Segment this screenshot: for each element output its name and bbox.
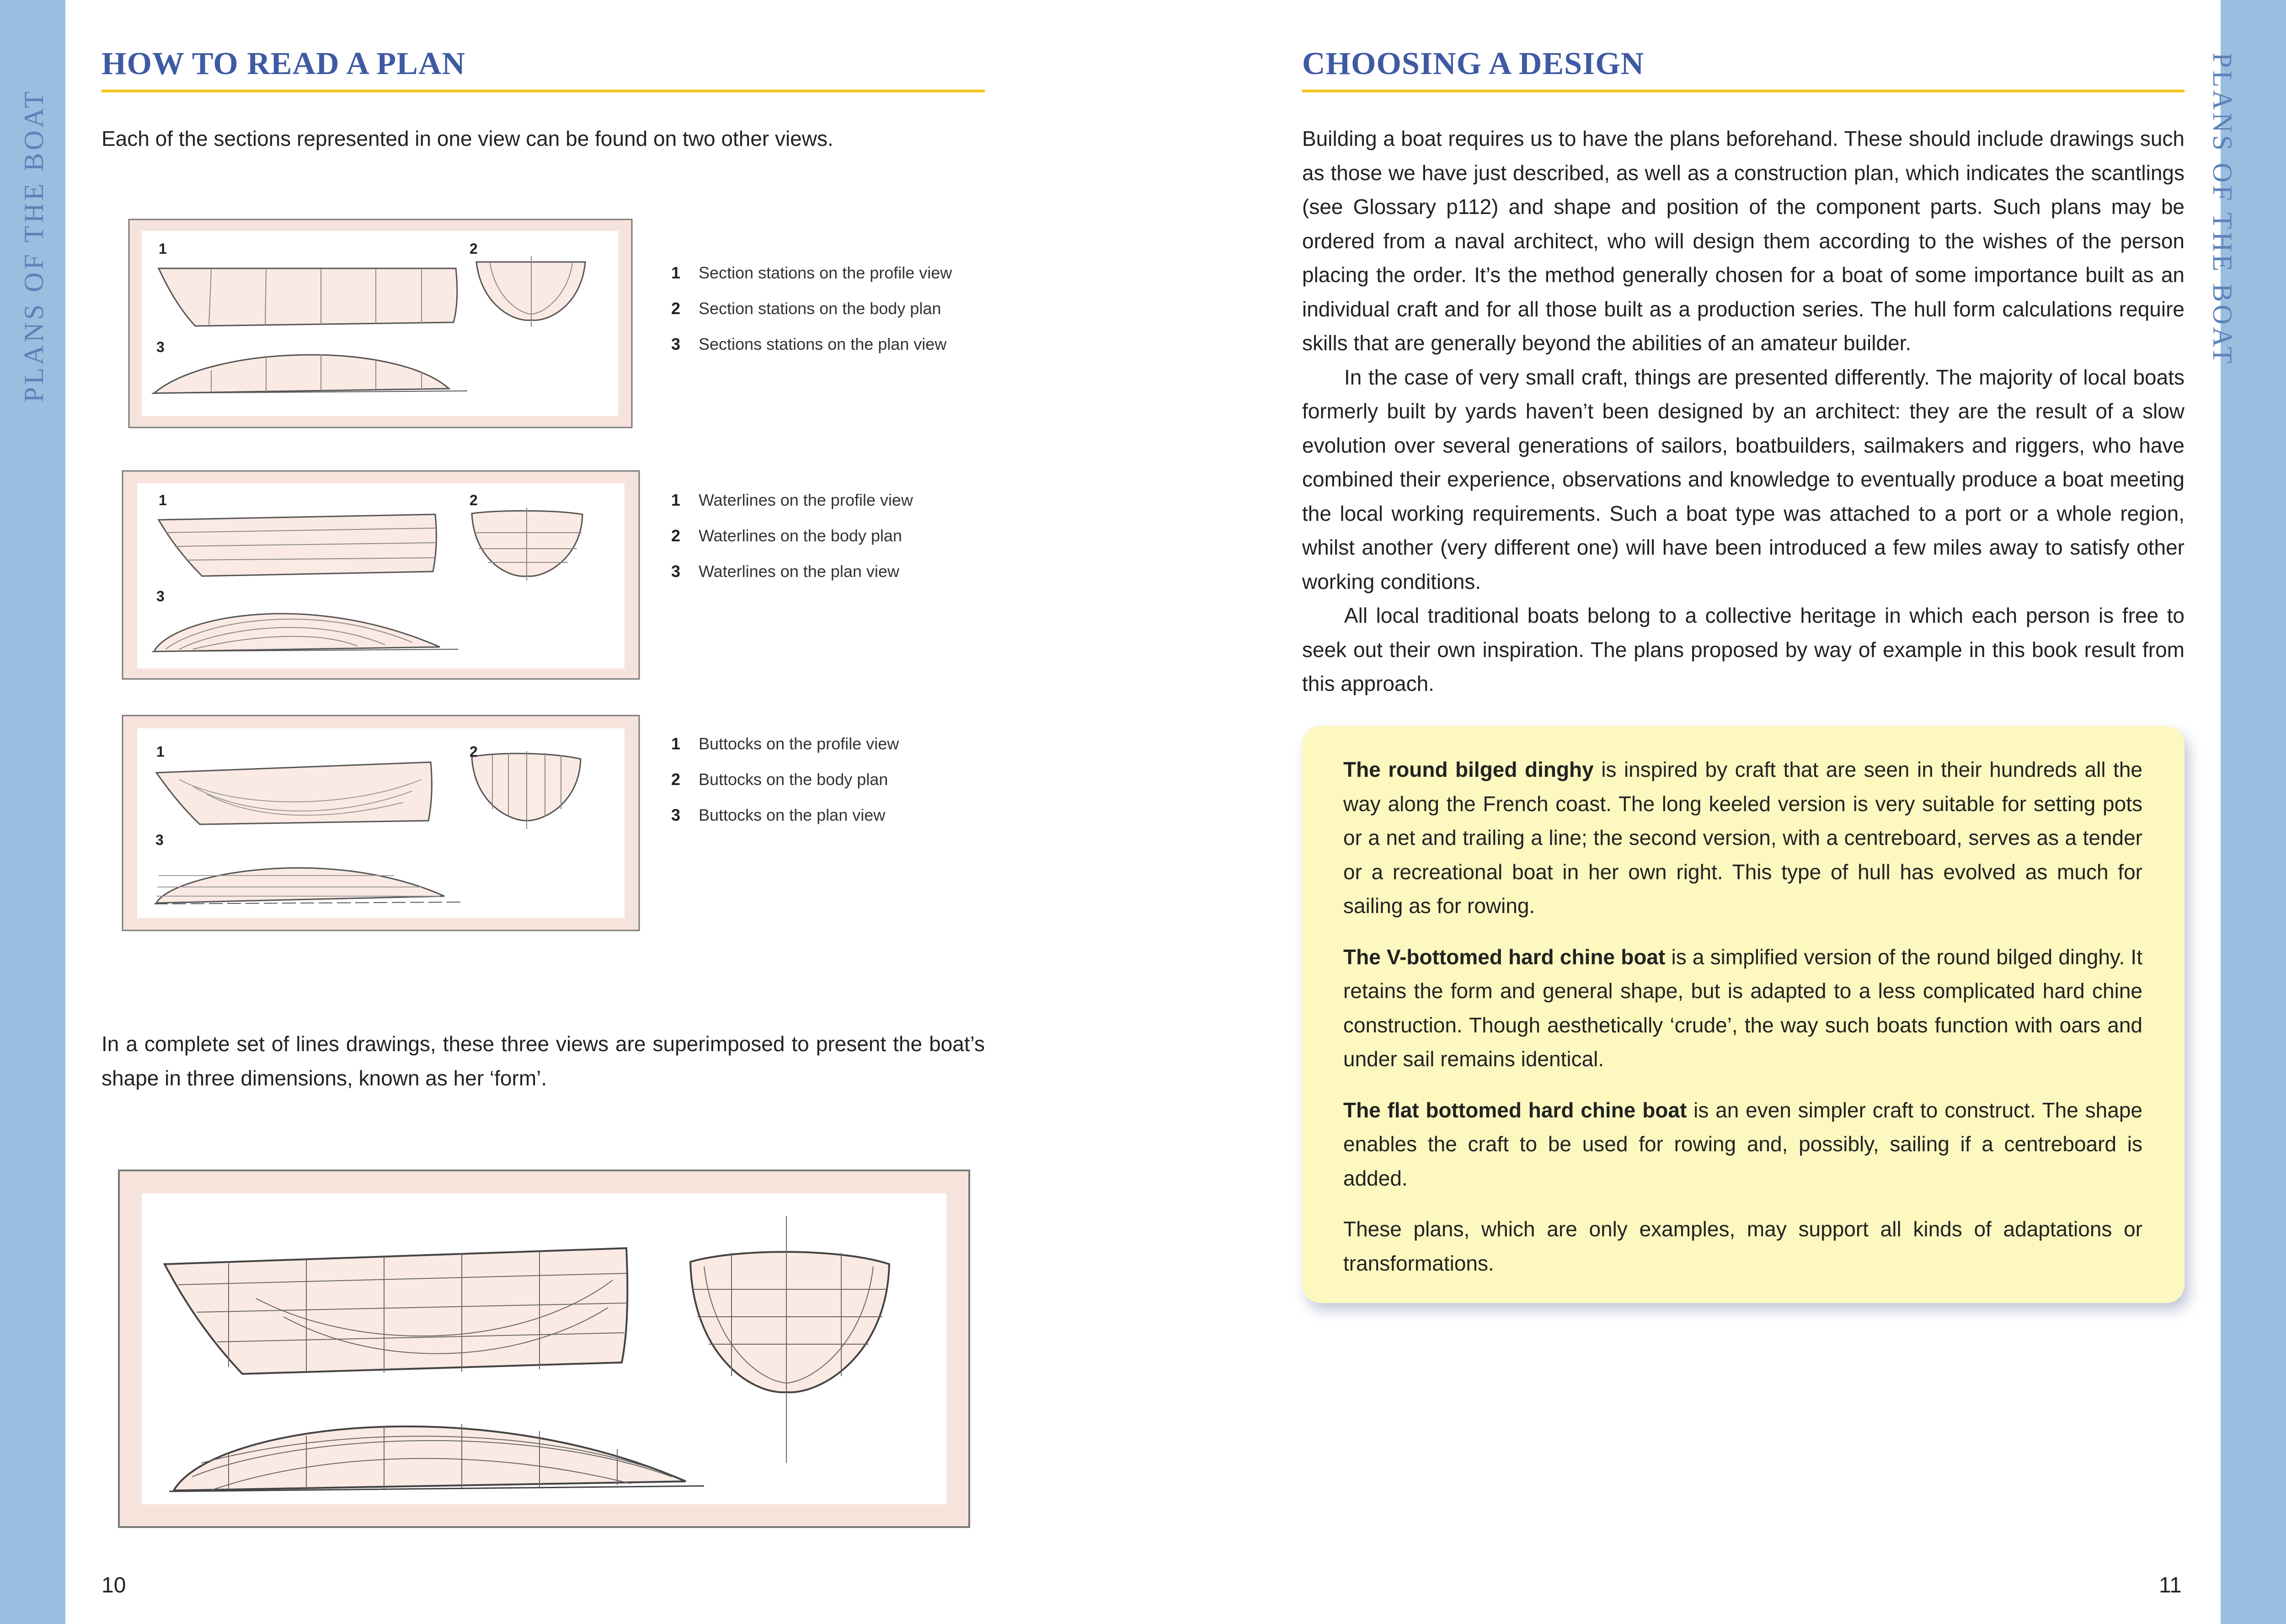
figure-section-stations-legend <box>671 255 952 362</box>
fig1-label-2: 2 <box>470 240 478 257</box>
left-intro-text: Each of the sections represented in one view can be found on two other views. <box>101 127 833 150</box>
legend-text: Section stations on the profile view <box>699 263 952 282</box>
callout-paragraph-v-bottomed <box>1343 940 2142 1076</box>
right-page-number: 11 <box>2159 1573 2182 1597</box>
legend-row <box>671 762 899 797</box>
legend-number: 1 <box>671 491 681 509</box>
running-title-right: PLANS OF THE BOAT <box>2207 53 2238 366</box>
fig3-label-1: 1 <box>156 743 165 760</box>
legend-row <box>671 482 913 518</box>
legend-number: 2 <box>671 770 681 789</box>
legend-row <box>671 255 952 291</box>
figure-complete-lines-drawing <box>110 1161 992 1541</box>
callout-paragraph-round-bilged <box>1343 753 2142 923</box>
legend-number: 3 <box>671 562 681 581</box>
legend-row <box>671 291 952 326</box>
legend-row <box>671 554 913 589</box>
fig1-label-1: 1 <box>159 240 167 257</box>
figure-waterlines <box>120 464 646 688</box>
paragraph: All local traditional boats belong to a collective heritage in which each person is free to seek out their own inspiration. The plans proposed by way of example in this book result from this approach. <box>1302 604 2185 695</box>
fig2-label-2: 2 <box>470 492 478 508</box>
callout-paragraph-note <box>1343 1212 2142 1280</box>
callout-term: The round bilged dinghy <box>1343 758 1594 781</box>
legend-number: 2 <box>671 526 681 545</box>
right-body-text <box>1302 122 2185 701</box>
fig3-label-2: 2 <box>470 743 478 760</box>
legend-text: Buttocks on the plan view <box>699 806 886 824</box>
boat-types-callout <box>1302 726 2185 1303</box>
legend-number: 2 <box>671 299 681 318</box>
fig1-label-3: 3 <box>156 339 165 355</box>
legend-row <box>671 518 913 554</box>
legend-text: Waterlines on the body plan <box>699 526 902 545</box>
figure-section-stations <box>120 213 646 437</box>
left-page-heading: HOW TO READ A PLAN <box>101 46 465 81</box>
legend-number: 1 <box>671 734 681 753</box>
legend-row <box>671 726 899 762</box>
legend-number: 1 <box>671 263 681 282</box>
running-title-left: PLANS OF THE BOAT <box>19 89 49 402</box>
callout-term: The flat bottomed hard chine boat <box>1343 1098 1687 1122</box>
callout-description: is an even simpler craft to construct. The shape enables the craft to be used for rowing and, possibly, sailing if a centreboard is added. <box>1343 1098 2142 1190</box>
fig3-label-3: 3 <box>155 832 164 848</box>
legend-text: Waterlines on the plan view <box>699 562 899 581</box>
legend-text: Buttocks on the profile view <box>699 734 899 753</box>
left-closing-text: In a complete set of lines drawings, these three views are superimposed to present the boat’s shape in three dimensions, known as her ‘form’. <box>101 1032 985 1090</box>
left-page-number: 10 <box>101 1573 126 1597</box>
callout-description: These plans, which are only examples, may support all kinds of adaptations or transformations. <box>1343 1217 2142 1275</box>
right-page-heading: CHOOSING A DESIGN <box>1302 46 1645 81</box>
callout-term: The V-bottomed hard chine boat <box>1343 945 1666 969</box>
legend-number: 3 <box>671 806 681 824</box>
figure-buttocks <box>120 711 646 935</box>
fig2-label-3: 3 <box>156 588 165 604</box>
paragraph: Building a boat requires us to have the plans beforehand. These should include drawings such as those we have just described, as well as a construction plan, which indicates the scantlings (see Glossary p112) and shape and position of the component parts. Such plans may be ordered from a naval architect, who will design them according to the wishes of the person placing the order. It’s the method generally chosen for a boat of some importance built as an individual craft and for all those built as a production series. The hull form calculations require skills that are generally beyond the abilities of an amateur builder. <box>1302 127 2185 355</box>
paragraph: In the case of very small craft, things are presented differently. The majority of local boats formerly built by yards haven’t been designed by an architect: they are the result of a slow evolution over several generations of sailors, boatbuilders, sailmakers and riggers, who have combined their experience, observations and knowledge to eventually produce a boat meeting the local working requirements. Such a boat type was attached to a port or a whole region, whilst another (very different one) will have been introduced a few miles away to satisfy other working conditions. <box>1302 365 2185 593</box>
right-heading-rule <box>1302 90 2185 92</box>
legend-text: Section stations on the body plan <box>699 299 941 318</box>
figure-waterlines-legend <box>671 482 913 589</box>
legend-row <box>671 797 899 833</box>
left-heading-rule <box>101 90 985 92</box>
legend-number: 3 <box>671 335 681 353</box>
callout-description: is a simplified version of the round bilged dinghy. It retains the form and general shape, but is adapted to a less complicated hard chine construction. Though aesthetically ‘crude’, the way such boats function with oars and under sail remains identical. <box>1343 945 2142 1071</box>
legend-text: Buttocks on the body plan <box>699 770 888 789</box>
fig2-label-1: 1 <box>159 492 167 508</box>
callout-paragraph-flat-bottomed <box>1343 1093 2142 1196</box>
callout-description: is inspired by craft that are seen in their hundreds all the way along the French coast. The long keeled version is very suitable for setting pots or a net and trailing a line; the second version, with a centreboard, serves as a tender or a recreational boat in her own right. This type of hull has evolved as much for sailing as for rowing. <box>1343 758 2142 918</box>
legend-text: Waterlines on the profile view <box>699 491 913 509</box>
figure-buttocks-legend <box>671 726 899 833</box>
legend-row <box>671 326 952 362</box>
legend-text: Sections stations on the plan view <box>699 335 947 353</box>
